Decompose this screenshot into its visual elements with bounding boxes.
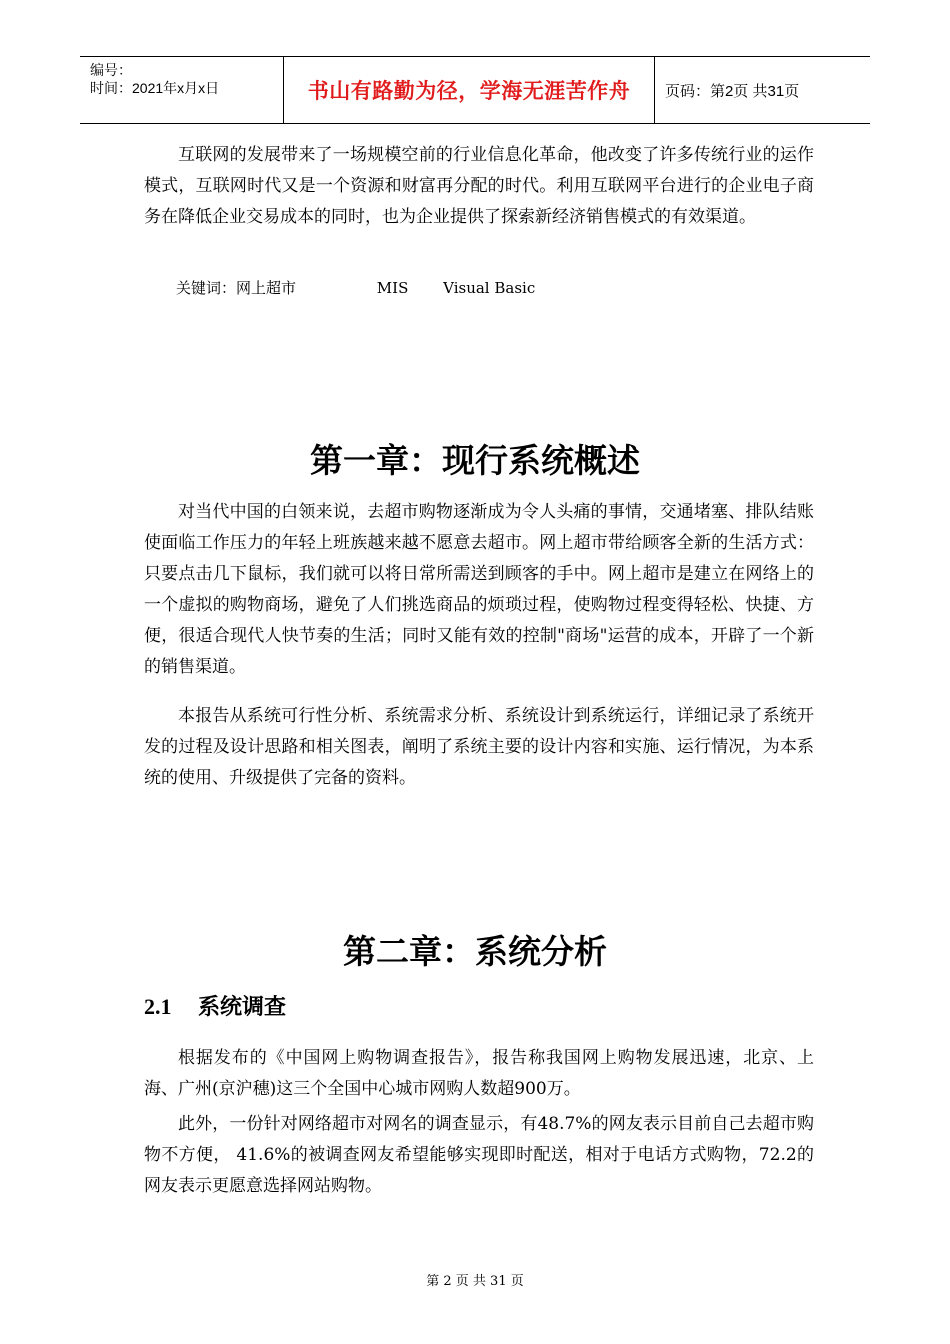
section-number: 2.1 (144, 994, 172, 1019)
section-2-1-heading (144, 990, 286, 1021)
chapter-2-paragraph-1: 根据发布的《中国网上购物调查报告》，报告称我国网上购物发展迅速，北京、上海、广州(京沪穗)这三个全国中心城市网购人数超900万。 (144, 1048, 814, 1099)
chapter-2-title: 第二章：系统分析 (343, 932, 607, 971)
page-footer: 第 2 页 共 31 页 (426, 1274, 524, 1289)
abstract-paragraph: 互联网的发展带来了一场规模空前的行业信息化革命，他改变了许多传统行业的运作模式，互联网时代又是一个资源和财富再分配的时代。利用互联网平台进行的企业电子商务在降低企业交易成本的同时，也为企业提供了探索新经济销售模式的有效渠道。 (144, 145, 814, 227)
chapter-1-paragraph-1: 对当代中国的白领来说，去超市购物逐渐成为令人头痛的事情，交通堵塞、排队结账使面临工作压力的年轻上班族越来越不愿意去超市。网上超市带给顾客全新的生活方式：只要点击几下鼠标，我们就可以将日常所需送到顾客的手中。网上超市是建立在网络上的一个虚拟的购物商场，避免了人们挑选商品的烦琐过程，使购物过程变得轻松、快捷、方便，很适合现代人快节奏的生活；同时又能有效的控制"商场"运营的成本，开辟了一个新的销售渠道。 (144, 502, 814, 677)
page-header (80, 56, 870, 124)
keyword-visual-basic: Visual Basic (443, 279, 536, 297)
chapter-1-title: 第一章：现行系统概述 (310, 441, 640, 480)
keyword-mis: MIS (376, 279, 409, 297)
chapter-2-paragraph-2: 此外，一份针对网络超市对网名的调查显示，有48.7%的网友表示目前自己去超市购物不方便， 41.6%的被调查网友希望能够实现即时配送，相对于电话方式购物，72.2的网友表示更愿意选择网站购物。 (144, 1114, 814, 1196)
document-number-label: 编号： (90, 62, 132, 78)
header-motto: 书山有路勤为径，学海无涯苦作舟 (283, 57, 655, 123)
keywords-label: 关键词：网上超市 (176, 279, 297, 297)
header-meta (80, 57, 283, 123)
document-time-label: 时间：2021年x月x日 (90, 80, 220, 96)
header-page-info: 页码：第2页 共31页 (665, 82, 800, 100)
keywords-line (176, 278, 535, 298)
chapter-1-paragraph-2: 本报告从系统可行性分析、系统需求分析、系统设计到系统运行，详细记录了系统开发的过程及设计思路和相关图表，阐明了系统主要的设计内容和实施、运行情况，为本系统的使用、升级提供了完备的资料。 (144, 706, 814, 788)
section-title: 系统调查 (198, 995, 287, 1020)
